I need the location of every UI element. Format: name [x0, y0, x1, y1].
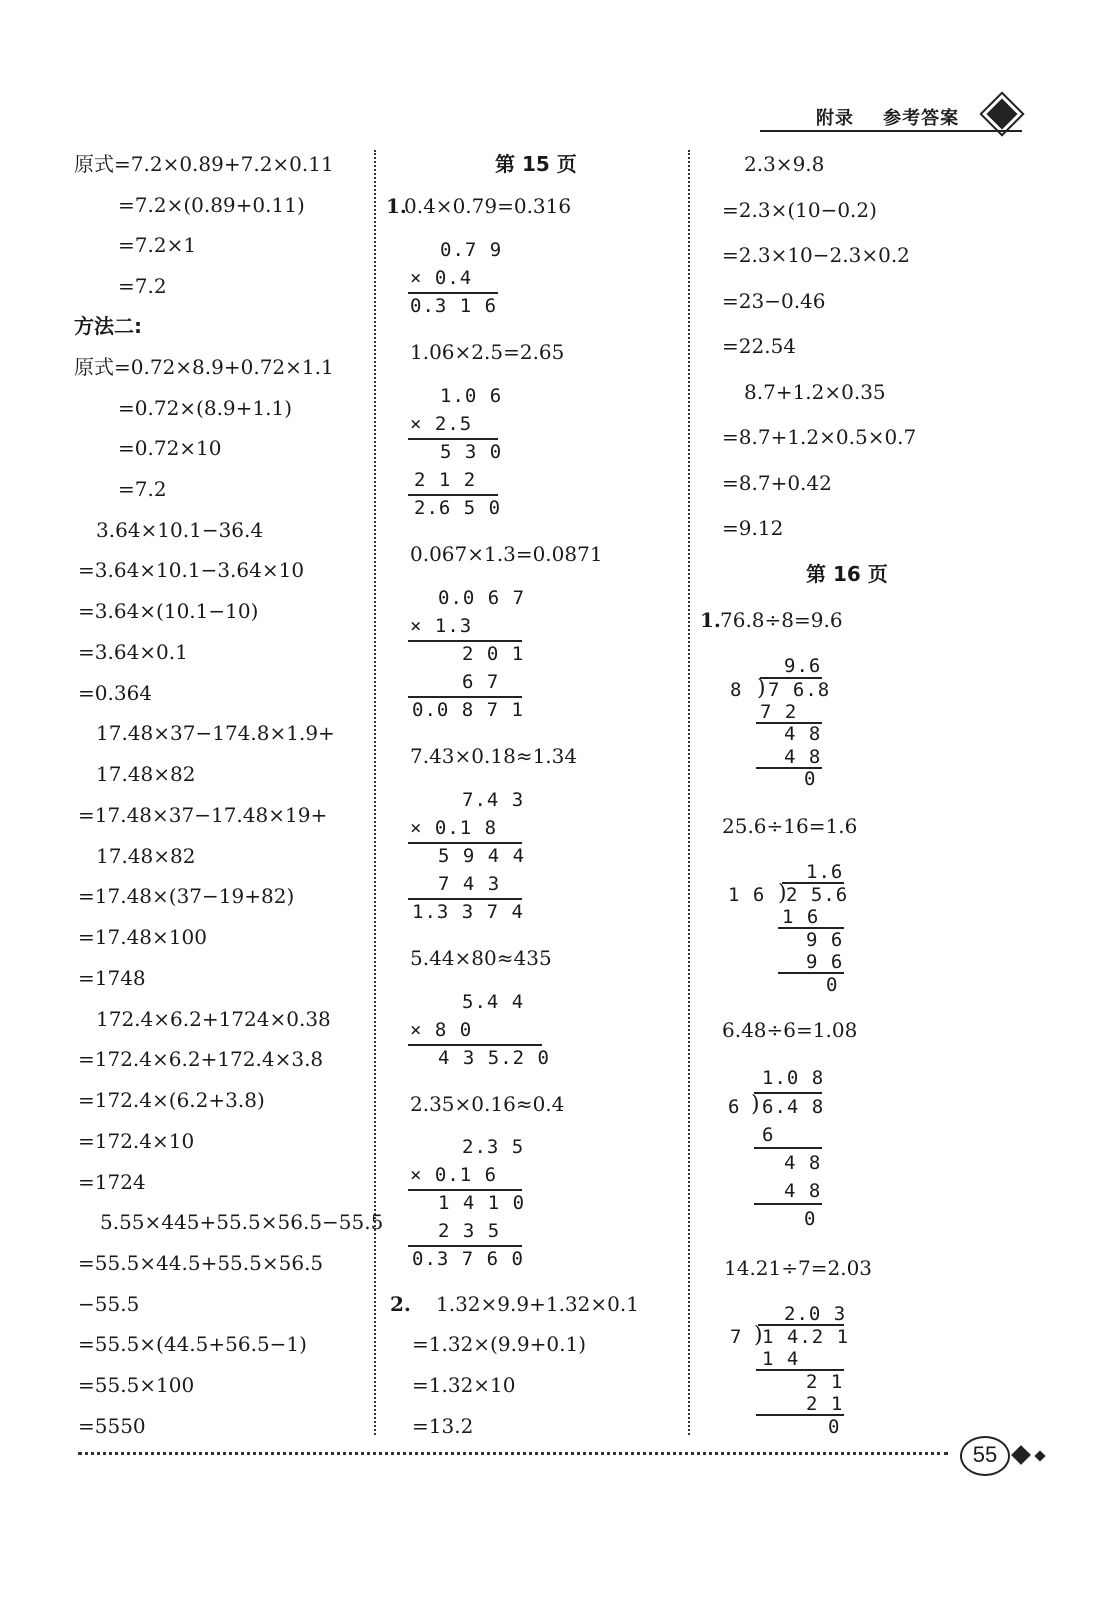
text-line: =9.12	[722, 516, 784, 540]
header-rule	[760, 130, 1022, 132]
division-step: 9 6	[806, 951, 844, 973]
division-bar	[754, 1092, 822, 1094]
division-divisor: 8	[730, 679, 743, 701]
text-line: =0.72×(8.9+1.1)	[118, 396, 293, 420]
division-step: 9 6	[806, 929, 844, 951]
equation: 14.21÷7=2.03	[724, 1256, 873, 1280]
division-quotient: 2.0 3	[784, 1303, 847, 1325]
vertical-product: 0.0 8 7 1	[412, 699, 524, 721]
equation: 7.43×0.18≈1.34	[410, 744, 578, 768]
text-line: =7.2×1	[118, 233, 197, 257]
text-line: =0.364	[78, 681, 153, 705]
text-line: =1.32×(9.9+0.1)	[412, 1332, 587, 1356]
vertical-partial: 1 4 1 0	[438, 1192, 526, 1214]
text-line: =1748	[78, 966, 146, 990]
text-line: 原式=7.2×0.89+7.2×0.11	[74, 152, 334, 176]
equation: 0.067×1.3=0.0871	[410, 542, 603, 566]
vertical-multiplier: × 1.3	[410, 615, 473, 637]
text-line: =1.32×10	[412, 1373, 516, 1397]
column-divider	[688, 150, 690, 1435]
text-line: =8.7+1.2×0.5×0.7	[722, 425, 917, 449]
text-line: 17.48×82	[96, 762, 196, 786]
vertical-multiplicand: 2.3 5	[462, 1136, 525, 1158]
vertical-multiplicand: 7.4 3	[462, 789, 525, 811]
text-line: =7.2×(0.89+0.11)	[118, 193, 305, 217]
vertical-partial: 2 0 1	[462, 643, 525, 665]
header-label	[816, 104, 959, 130]
text-line: =17.48×100	[78, 925, 207, 949]
vertical-product: 0.3 7 6 0	[412, 1248, 524, 1270]
equation: 1.06×2.5=2.65	[410, 340, 565, 364]
text-line: =17.48×(37−19+82)	[78, 884, 295, 908]
text-line: =7.2	[118, 477, 167, 501]
text-line: 172.4×6.2+1724×0.38	[96, 1007, 331, 1031]
vertical-product: 4 3 5.2 0	[438, 1047, 550, 1069]
equation: 0.4×0.79=0.316	[404, 194, 572, 218]
vertical-multiplier: × 0.4	[410, 267, 473, 289]
diamond-icon	[1034, 1450, 1045, 1461]
question-number: 2.	[390, 1292, 411, 1316]
text-line: =0.72×10	[118, 436, 222, 460]
division-divisor: 6	[728, 1096, 741, 1118]
vertical-partial: 6 7	[462, 671, 500, 693]
text-line: 3.64×10.1−36.4	[96, 518, 264, 542]
division-step: 1 6	[782, 906, 820, 928]
division-step: 4 8	[784, 1180, 822, 1202]
footer-dotted-rule	[78, 1452, 948, 1455]
vertical-multiplicand: 1.0 6	[440, 385, 503, 407]
text-line: 1.32×9.9+1.32×0.1	[436, 1292, 639, 1316]
page-15-heading: 第 15 页	[495, 152, 577, 176]
division-dividend: 2 5.6	[786, 884, 849, 906]
vertical-multiplier: × 8 0	[410, 1019, 473, 1041]
vertical-partial: 2 1 2	[414, 469, 477, 491]
text-line: =22.54	[722, 334, 797, 358]
division-step: 2 1	[806, 1371, 844, 1393]
vertical-product: 0.3 1 6	[410, 295, 498, 317]
text-line: =2.3×(10−0.2)	[722, 198, 877, 222]
text-line: 5.55×445+55.5×56.5−55.5	[100, 1210, 384, 1234]
vertical-multiplicand: 0.0 6 7	[438, 587, 526, 609]
text-line: −55.5	[78, 1292, 140, 1316]
text-line: =13.2	[412, 1414, 474, 1438]
text-line: =55.5×(44.5+56.5−1)	[78, 1332, 307, 1356]
answer-key-title: 参考答案	[883, 108, 960, 129]
vertical-multiplier: × 0.1 8	[410, 817, 498, 839]
division-quotient: 1.6	[806, 861, 844, 883]
method-two-label: 方法二:	[74, 314, 142, 338]
text-line: 17.48×37−174.8×1.9+	[96, 721, 335, 745]
division-step: 1 4	[762, 1348, 800, 1370]
division-step: 7 2	[760, 701, 798, 723]
vertical-partial: 7 4 3	[438, 873, 501, 895]
division-rule	[754, 1203, 822, 1205]
text-line: =3.64×0.1	[78, 640, 188, 664]
text-line: =172.4×6.2+172.4×3.8	[78, 1047, 324, 1071]
text-line: =17.48×37−17.48×19+	[78, 803, 328, 827]
text-line: 8.7+1.2×0.35	[744, 380, 886, 404]
column-divider	[374, 150, 376, 1435]
division-dividend: 7 6.8	[768, 679, 831, 701]
division-quotient: 9.6	[784, 655, 822, 677]
division-divisor: 1 6	[728, 884, 766, 906]
vertical-product: 1.3 3 7 4	[412, 901, 524, 923]
division-step: 4 8	[784, 1152, 822, 1174]
question-number: 1.	[700, 608, 721, 632]
vertical-partial: 5 3 0	[440, 441, 503, 463]
division-step: 2 1	[806, 1393, 844, 1415]
division-step: 6	[762, 1124, 775, 1146]
vertical-partial: 5 9 4 4	[438, 845, 526, 867]
text-line: =55.5×100	[78, 1373, 195, 1397]
division-bracket-icon: )	[757, 676, 766, 701]
equation: 2.35×0.16≈0.4	[410, 1092, 565, 1116]
text-line: =7.2	[118, 274, 167, 298]
division-rule	[754, 1147, 822, 1149]
vertical-multiplier: × 0.1 6	[410, 1164, 498, 1186]
equation: 25.6÷16=1.6	[722, 814, 858, 838]
header-diamond-icon	[982, 94, 1022, 134]
text-line: =23−0.46	[722, 289, 826, 313]
text-line: =55.5×44.5+55.5×56.5	[78, 1251, 324, 1275]
division-remainder: 0	[826, 974, 839, 996]
diamond-icon	[1011, 1445, 1031, 1465]
division-divisor: 7	[730, 1326, 743, 1348]
appendix-label: 附录	[816, 108, 854, 129]
text-line: =172.4×(6.2+3.8)	[78, 1088, 265, 1112]
division-remainder: 0	[804, 1208, 817, 1230]
text-line: =1724	[78, 1170, 146, 1194]
vertical-multiplicand: 0.7 9	[440, 239, 503, 261]
text-line: 2.3×9.8	[744, 152, 825, 176]
equation: 76.8÷8=9.6	[720, 608, 843, 632]
text-line: 原式=0.72×8.9+0.72×1.1	[74, 355, 334, 379]
text-line: 17.48×82	[96, 844, 196, 868]
equation: 5.44×80≈435	[410, 946, 552, 970]
text-line: =8.7+0.42	[722, 471, 832, 495]
text-line: =172.4×10	[78, 1129, 195, 1153]
page-number: 55	[960, 1436, 1010, 1476]
text-line: =2.3×10−2.3×0.2	[722, 243, 910, 267]
vertical-multiplicand: 5.4 4	[462, 991, 525, 1013]
division-bracket-icon: )	[778, 881, 787, 906]
division-step: 4 8	[784, 746, 822, 768]
text-line: =3.64×10.1−3.64×10	[78, 558, 305, 582]
division-remainder: 0	[828, 1416, 841, 1438]
vertical-multiplier: × 2.5	[410, 413, 473, 435]
vertical-product: 2.6 5 0	[414, 497, 502, 519]
vertical-partial: 2 3 5	[438, 1220, 501, 1242]
division-quotient: 1.0 8	[762, 1067, 825, 1089]
question-number: 1.	[386, 194, 407, 218]
text-line: =3.64×(10.1−10)	[78, 599, 259, 623]
division-step: 4 8	[784, 723, 822, 745]
division-bracket-icon: )	[754, 1323, 763, 1348]
division-bracket-icon: )	[751, 1092, 760, 1117]
division-dividend: 1 4.2 1	[762, 1326, 850, 1348]
text-line: =5550	[78, 1414, 146, 1438]
division-dividend: 6.4 8	[762, 1096, 825, 1118]
equation: 6.48÷6=1.08	[722, 1018, 858, 1042]
page-16-heading: 第 16 页	[806, 562, 888, 586]
division-remainder: 0	[804, 768, 817, 790]
